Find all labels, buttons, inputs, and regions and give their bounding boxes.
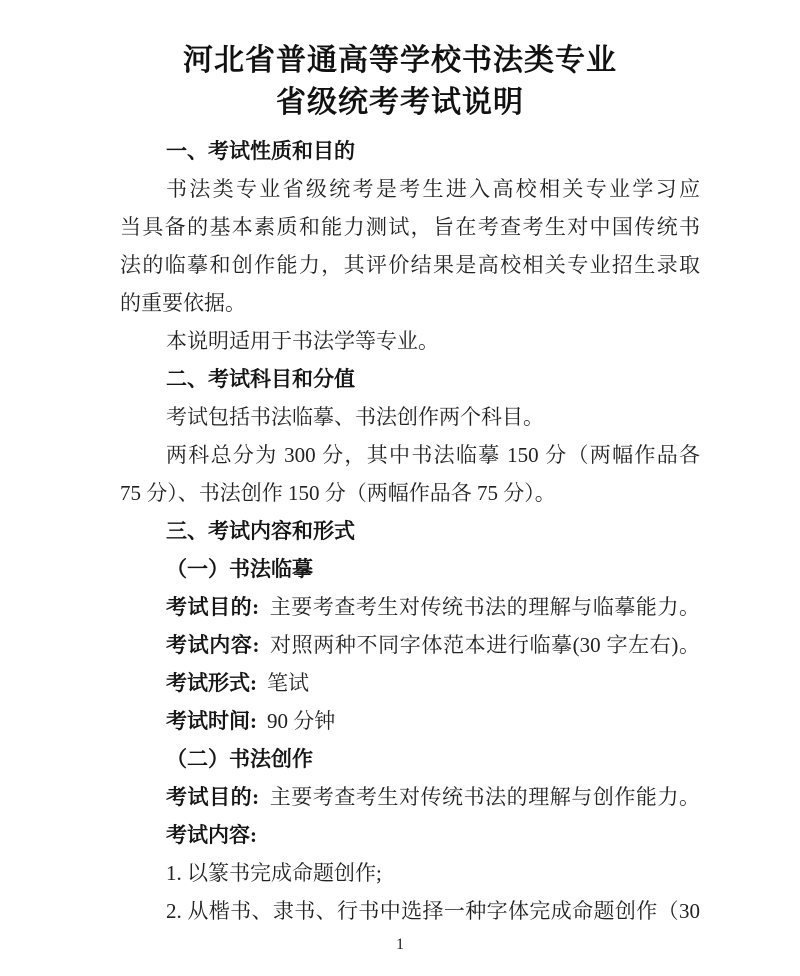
section1-para1-line2: 当具备的基本素质和能力测试，旨在考查考生对中国传统书: [120, 215, 700, 239]
subsection1-content-line: [120, 626, 700, 664]
section3-heading: 三、考试内容和形式: [166, 519, 355, 543]
time-text: 90 分钟: [267, 709, 336, 733]
document-title: [100, 40, 700, 124]
form-label: 考试形式:: [166, 671, 257, 695]
purpose-label: 考试目的:: [166, 595, 260, 619]
content-label: 考试内容:: [166, 633, 260, 657]
section2-para1: 考试包括书法临摹、书法创作两个科目。: [166, 405, 544, 429]
section2-para2-line2: 75 分）、书法创作 150 分（两幅作品各 75 分）。: [120, 481, 556, 505]
purpose-text: 主要考查考生对传统书法的理解与临摹能力。: [269, 595, 700, 619]
section2-heading: 二、考试科目和分值: [166, 367, 355, 391]
section1-para1-line1: 书法类专业省级统考是考生进入高校相关专业学习应: [166, 177, 700, 201]
subsection1-heading: （一）书法临摹: [166, 557, 313, 581]
subsection1-time-line: [120, 702, 700, 740]
purpose-label: 考试目的:: [166, 785, 260, 809]
form-text: 笔试: [267, 671, 309, 695]
subsection2-content-line: [120, 816, 700, 854]
document-body: [120, 132, 700, 930]
time-label: 考试时间:: [166, 709, 257, 733]
section1-para2: 本说明适用于书法学等专业。: [166, 329, 439, 353]
title-line-2: 省级统考考试说明: [276, 86, 524, 119]
content-text: 对照两种不同字体范本进行临摹(30 字左右)。: [269, 633, 700, 657]
page-number: 1: [396, 936, 404, 953]
title-line-1: 河北省普通高等学校书法类专业: [183, 44, 617, 77]
section1-heading: 一、考试性质和目的: [166, 139, 355, 163]
purpose-text: 主要考查考生对传统书法的理解与创作能力。: [269, 785, 700, 809]
subsection2-purpose-line: [120, 778, 700, 816]
subsection2-item-2: 2. 从楷书、隶书、行书中选择一种字体完成命题创作（30: [166, 899, 700, 923]
subsection1-form-line: [120, 664, 700, 702]
section1-para1-line4: 的重要依据。: [120, 291, 246, 315]
subsection1-purpose-line: [120, 588, 700, 626]
section1-para1-line3: 法的临摹和创作能力，其评价结果是高校相关专业招生录取: [120, 253, 700, 277]
section2-para2-line1: 两科总分为 300 分，其中书法临摹 150 分（两幅作品各: [166, 443, 700, 467]
content-label: 考试内容:: [166, 823, 257, 847]
subsection2-item-1: 1. 以篆书完成命题创作;: [166, 861, 382, 885]
subsection2-heading: （二）书法创作: [166, 747, 313, 771]
